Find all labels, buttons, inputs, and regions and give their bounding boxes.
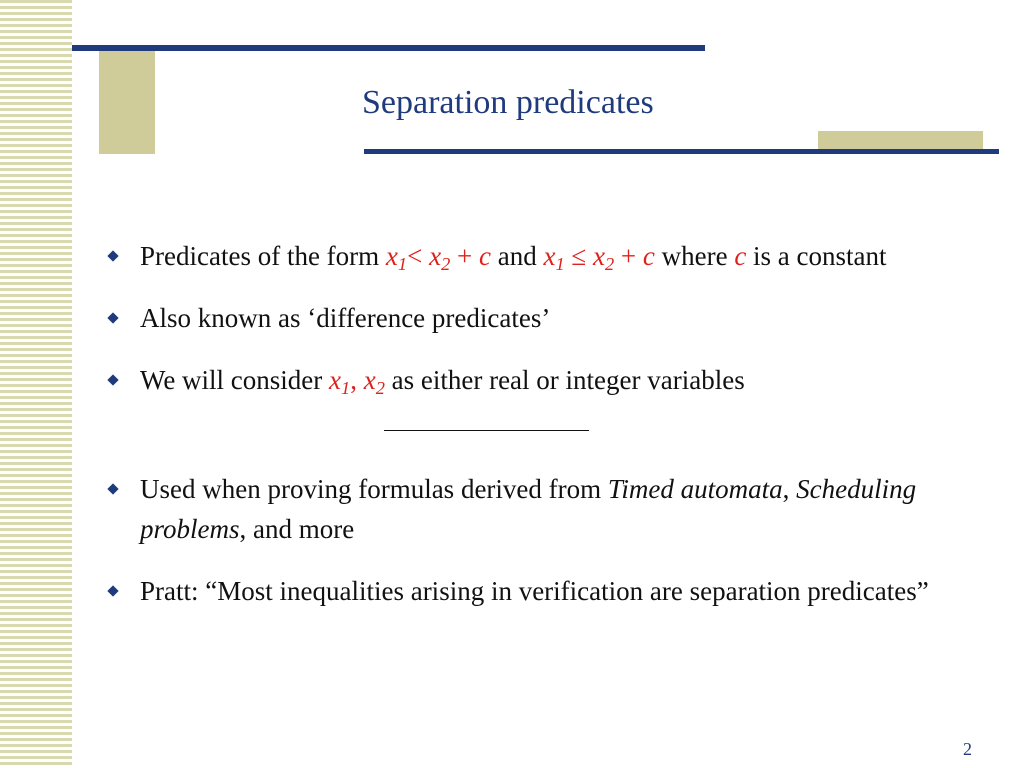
bullet-text: and — [490, 241, 544, 271]
khaki-block-right — [818, 131, 983, 149]
italic-term: Timed automata — [607, 474, 783, 504]
bullet-text: where — [654, 241, 735, 271]
bullet-diamond-icon — [107, 374, 118, 385]
left-stripe-decoration — [0, 0, 72, 768]
bullet-text: We will consider — [140, 365, 330, 395]
bullet-diamond-icon — [107, 250, 118, 261]
math-variable: c — [734, 241, 747, 271]
math-expression: $x_1< x_2 + c$ — [385, 241, 491, 275]
bullet-item-variables — [105, 360, 985, 400]
title-top-rule — [72, 45, 705, 51]
bullet-item-difference — [105, 298, 985, 338]
math-expression: $x_1$, $x_2$ — [329, 365, 385, 399]
title-bottom-rule — [364, 149, 999, 154]
bullet-diamond-icon — [107, 483, 118, 494]
bullet-text: , — [782, 474, 797, 504]
bullet-item-pratt-quote — [105, 571, 985, 611]
bullet-text: as either real or integer variables — [384, 365, 745, 395]
khaki-block-left — [99, 51, 155, 154]
separator-line — [384, 430, 589, 431]
bullet-list — [105, 236, 985, 633]
slide-title: Separation predicates — [362, 84, 654, 121]
math-expression: $x_1 \le x_2 + c$ — [543, 241, 655, 275]
bullet-item-form — [105, 236, 985, 276]
italic-term: Scheduling problems — [140, 474, 917, 544]
bullet-text: Predicates of the form — [140, 241, 386, 271]
bullet-text: Also known as ‘difference predicates’ — [140, 303, 551, 333]
page-number: 2 — [963, 739, 972, 759]
bullet-text: , and more — [239, 514, 355, 544]
bullet-text: is a constant — [746, 241, 887, 271]
bullet-diamond-icon — [107, 312, 118, 323]
bullet-diamond-icon — [107, 585, 118, 596]
bullet-text: Pratt: “Most inequalities arising in verification are separation predicates” — [140, 576, 929, 606]
bullet-item-usage — [105, 469, 985, 549]
bullet-text: Used when proving formulas derived from — [140, 474, 608, 504]
